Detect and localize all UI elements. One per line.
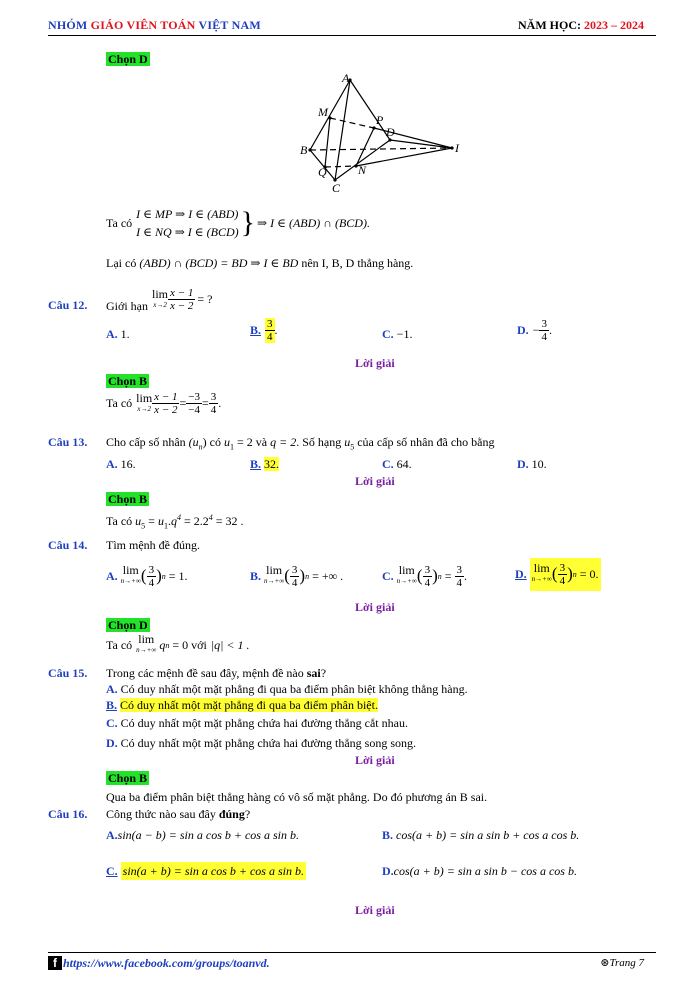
- q14-sol-lim-sub: n→+∞: [136, 646, 157, 654]
- q15-opt-d-text: Có duy nhất một mặt phẳng chứa hai đường thẳng song song.: [120, 736, 416, 750]
- q14-opt-a-num: 3: [148, 563, 155, 576]
- q15-opt-b-letter: B.: [106, 698, 118, 712]
- q15-opt-a-letter: A.: [106, 682, 118, 696]
- label-I: I: [455, 141, 459, 155]
- q14-opt-b-num: 3: [291, 563, 298, 576]
- q12-sol-num2: −3: [188, 391, 200, 403]
- q13-option-c[interactable]: [382, 457, 412, 472]
- q12-sol-num3: 3: [210, 391, 217, 403]
- q15-opt-b-text: Có duy nhất một mặt phẳng đi qua ba điểm phân biệt.: [120, 698, 378, 712]
- brace: }: [240, 206, 256, 239]
- q13-option-d[interactable]: [517, 457, 547, 472]
- q14-opt-c-den: 4: [424, 576, 431, 589]
- q12-option-a[interactable]: [106, 327, 130, 342]
- q14-opt-d-lim-sub: n→+∞: [531, 575, 552, 583]
- q13-opt-a-text: 16.: [120, 457, 136, 471]
- q12-text: Giới hạn: [106, 299, 149, 313]
- prev-line1-prefix: Ta có: [106, 215, 133, 230]
- header-rule: [48, 35, 656, 36]
- q14-sol-end: |q| < 1 .: [210, 637, 250, 652]
- q12-sol-num1: x − 1: [154, 391, 178, 403]
- q12-opt-b-den: 4: [267, 331, 273, 343]
- q15-opt-a-text: Có duy nhất một mặt phẳng đi qua ba điểm phân biệt không thẳng hàng.: [120, 682, 468, 696]
- q14-opt-c-num: 3: [424, 563, 431, 576]
- q14-opt-c-rhs-den: 4: [456, 576, 463, 589]
- prev-line1: [106, 205, 370, 241]
- pyramid-figure: [300, 70, 470, 195]
- q12-opt-d-frac: [539, 318, 549, 343]
- q16-text-a: Công thức nào sau đây: [106, 807, 219, 821]
- q13-q: q = 2: [270, 435, 297, 449]
- dashed-BI: [310, 148, 452, 150]
- label-D: D: [386, 125, 395, 139]
- prev-line2-b: nên I, B, D thẳng hàng.: [301, 256, 414, 270]
- q12-opt-a-text: 1.: [120, 327, 130, 341]
- q13-chon: [106, 492, 149, 507]
- header-left-3: VIỆT NAM: [198, 18, 261, 32]
- label-C: C: [332, 181, 341, 195]
- q13-opt-b-text: 32.: [264, 457, 280, 471]
- q12-label: Câu 12.: [48, 298, 88, 312]
- q15-text-c: ?: [320, 666, 327, 680]
- q12-opt-c-text: −1.: [396, 327, 413, 341]
- q13-u1: u: [223, 435, 230, 449]
- q14-opt-d-highlight: lim n→+∞ ( $\frac{3}{4}$ ) n = 0.: [530, 558, 601, 591]
- q16-label: Câu 16.: [48, 807, 88, 821]
- q12-opt-b-frac: [265, 318, 275, 343]
- q12-option-b[interactable]: B. $\frac{3}{4}$ .: [250, 318, 278, 343]
- prev-chon-label: Chọn D: [108, 52, 148, 66]
- prev-line2-a: Lại có: [106, 256, 137, 270]
- q12-solution: Ta có lim x→2 $\frac{x - 1}{x - 2}$ = $\frac{-3}{-4}$ = $\frac{3}{4}$ .: [106, 390, 222, 416]
- dashed-QN: [325, 166, 356, 167]
- q14-opt-c-rhs-num: 3: [456, 563, 463, 576]
- q12-option-c[interactable]: [382, 327, 412, 342]
- q13-text-3: và: [255, 435, 268, 449]
- footer-page-text: Trang 7: [609, 957, 644, 969]
- q14-sol-prefix: Ta có: [106, 637, 133, 652]
- q12-opt-d-sign: −: [532, 323, 540, 337]
- q14-sol-mid: = 0 với: [172, 637, 207, 652]
- q14-opt-c-eq: =: [444, 568, 452, 583]
- q15-option-a[interactable]: [106, 682, 468, 697]
- q12-sol-den1: x − 2: [154, 404, 178, 416]
- q14-opt-d-den: 4: [559, 574, 566, 587]
- q13-solution-title: Lời giải: [355, 474, 395, 488]
- q15-opt-c-letter: C.: [106, 716, 118, 730]
- q14-opt-d-text: = 0.: [579, 566, 599, 581]
- q14-option-c[interactable]: C. lim n→+∞ ( $\frac{3}{4}$ ) n = $\frac{3}{4}$ .: [382, 563, 468, 589]
- q16-option-a[interactable]: [106, 828, 299, 843]
- q13-opt-b-letter: B.: [250, 457, 262, 471]
- q16-option-c[interactable]: [106, 864, 306, 879]
- q12-opt-d-num: 3: [541, 318, 547, 330]
- q15-option-c[interactable]: [106, 716, 408, 731]
- prev-system: [136, 205, 238, 241]
- q13-seq-sub: n: [198, 442, 203, 452]
- q13-opt-a-letter: A.: [106, 457, 118, 471]
- label-N: N: [358, 163, 367, 177]
- q14-opt-d-letter: D.: [515, 566, 527, 581]
- q12-sol-den3: 4: [210, 404, 217, 416]
- q12-opt-b-num: 3: [267, 318, 273, 330]
- q14-opt-b-letter: B.: [250, 568, 262, 583]
- q15-stem: [106, 666, 326, 681]
- q14-option-b[interactable]: B. lim n→+∞ ( $\frac{3}{4}$ ) n = +∞ .: [250, 563, 344, 589]
- q14-text: Tìm mệnh đề đúng.: [106, 538, 200, 552]
- q13-u5: u: [344, 435, 351, 449]
- prev-line1-conclusion: ⇒ I ∈ (ABD) ∩ (BCD).: [257, 215, 370, 230]
- q16-opt-a-text: sin(a − b) = sin a cos b + cos a sin b.: [117, 828, 299, 842]
- q16-opt-b-letter: B.: [382, 828, 394, 842]
- q13-sol-end: = 32 .: [215, 514, 244, 528]
- q16-opt-c-letter: C.: [106, 864, 118, 878]
- q13-stem: Cho cấp số nhân $(u_n)$ có $u_1 = 2$ và q = 2. Số hạng $u_5$ của cấp số nhân đã cho bằng: [106, 435, 495, 452]
- footer-rule: [48, 952, 656, 953]
- q13-text-1: Cho cấp số nhân: [106, 435, 186, 449]
- header-right-2: 2023 – 2024: [584, 18, 644, 32]
- q13-text-2: ) có: [202, 435, 221, 449]
- header-left-1: NHÓM: [48, 18, 91, 32]
- q14-chon-label: Chọn D: [108, 618, 148, 632]
- q16-opt-b-text: cos(a + b) = sin a sin b + cos a cos b.: [396, 828, 580, 842]
- edge-AC: [335, 80, 350, 180]
- segment-PN: [356, 128, 374, 166]
- q14-chon: [106, 618, 150, 633]
- footer-page: [600, 956, 644, 969]
- q16-option-b[interactable]: [382, 828, 579, 843]
- q12-sol-frac3: [209, 391, 219, 416]
- q13-opt-d-letter: D.: [517, 457, 529, 471]
- q15-chon-label: Chọn B: [108, 771, 148, 785]
- q12-sol-frac2: [186, 391, 202, 416]
- q16-stem: [106, 807, 250, 822]
- header-left-2: GIÁO VIÊN TOÁN: [90, 18, 199, 32]
- q15-opt-d-letter: D.: [106, 736, 118, 750]
- q13-option-a[interactable]: [106, 457, 136, 472]
- q13-opt-c-text: 64.: [396, 457, 412, 471]
- q14-opt-a-lim-sub: n→+∞: [120, 577, 141, 585]
- q16-opt-c-text: sin(a + b) = sin a cos b + cos a sin b.: [122, 864, 304, 878]
- q16-opt-d-text: cos(a + b) = sin a sin b − cos a cos b.: [393, 864, 577, 878]
- q14-opt-d-exp: n: [572, 569, 577, 579]
- edge-AB: [310, 80, 350, 150]
- q14-opt-a-exp: n: [161, 571, 166, 581]
- label-Q: Q: [318, 165, 327, 179]
- q12-num: x − 1: [170, 287, 194, 299]
- q14-option-a[interactable]: A. lim n→+∞ ( $\frac{3}{4}$ ) n = 1.: [106, 563, 188, 589]
- q14-opt-c-lim-sub: n→+∞: [396, 577, 417, 585]
- q14-solution-title: Lời giải: [355, 600, 395, 614]
- label-M: M: [318, 105, 328, 119]
- q12-tail: = ?: [197, 292, 213, 306]
- q14-option-d[interactable]: [515, 552, 601, 596]
- q13-chon-label: Chọn B: [108, 492, 148, 506]
- q12-sol-prefix: Ta có: [106, 396, 133, 410]
- q12-sol-lim-sub: x→2: [137, 404, 151, 413]
- q14-opt-b-den: 4: [291, 576, 298, 589]
- dashed-MP: [330, 118, 374, 128]
- segment-NI: [356, 148, 452, 166]
- header-group-name: [48, 18, 261, 33]
- q16-text-b: đúng: [218, 807, 245, 821]
- q13-opt-d-text: 10.: [531, 457, 547, 471]
- q13-label: Câu 13.: [48, 435, 88, 449]
- q12-chon-label: Chọn B: [108, 374, 148, 388]
- page-icon: ⊛: [600, 957, 610, 969]
- q15-solution: Qua ba điểm phân biệt thẳng hàng có vô số mặt phẳng. Do đó phương án B sai.: [106, 790, 488, 804]
- q13-opt-c-letter: C.: [382, 457, 394, 471]
- q12-opt-b-letter: B.: [250, 323, 262, 337]
- q12-opt-c-letter: C.: [382, 327, 394, 341]
- q13-u1-val: = 2: [236, 435, 253, 449]
- prev-line1a: I ∈ MP ⇒ I ∈ (ABD): [136, 207, 239, 221]
- q12-option-d[interactable]: D. − $\frac{3}{4}$ .: [517, 318, 552, 343]
- q15-opt-c-text: Có duy nhất một mặt phẳng chứa hai đường thẳng cắt nhau.: [120, 716, 408, 730]
- segment-MQ: [325, 118, 330, 167]
- q15-text-b: sai: [306, 666, 321, 680]
- q15-label: Câu 15.: [48, 666, 88, 680]
- label-A: A: [342, 71, 350, 85]
- q14-label: Câu 14.: [48, 538, 88, 552]
- q15-text-a: Trong các mệnh đề sau đây, mệnh đề nào: [106, 666, 307, 680]
- q14-solution: Ta có lim n→+∞ q n = 0 với |q| < 1 .: [106, 632, 250, 654]
- q12-sol-den2: −4: [188, 404, 200, 416]
- q13-option-b[interactable]: [250, 457, 279, 472]
- label-B: B: [300, 143, 308, 157]
- q13-text-4: . Số hạng: [296, 435, 342, 449]
- prev-line2: [106, 256, 413, 271]
- q14-opt-a-den: 4: [148, 576, 155, 589]
- q12-solution-title: Lời giải: [355, 356, 395, 370]
- q12-den: x − 2: [170, 300, 194, 312]
- q14-opt-c-exp: n: [437, 571, 442, 581]
- q14-opt-d-num: 3: [559, 561, 566, 574]
- q14-sol-exp: n: [165, 640, 170, 650]
- q12-lim: lim x→2: [152, 286, 169, 309]
- q13-sol-prefix: Ta có: [106, 514, 133, 528]
- q12-sol-frac1: [152, 391, 179, 416]
- q13-text-5: của cấp số nhân đã cho bằng: [357, 435, 495, 449]
- q16-solution-title: Lời giải: [355, 903, 395, 917]
- q12-lim-sub: x→2: [153, 300, 167, 309]
- q12-chon: [106, 374, 149, 389]
- q15-solution-title: Lời giải: [355, 753, 395, 767]
- label-P: P: [376, 113, 384, 127]
- q13-sol-math: = 2.2: [183, 514, 209, 528]
- q14-opt-a-text: = 1.: [168, 568, 188, 583]
- q14-sol-q: q: [159, 637, 166, 652]
- q12-frac: [168, 287, 195, 312]
- q12-opt-d-letter: D.: [517, 323, 529, 337]
- prev-line1b: I ∈ NQ ⇒ I ∈ (BCD): [136, 225, 239, 239]
- header-school-year: [518, 18, 644, 33]
- q12-stem: [106, 285, 212, 314]
- q15-option-b[interactable]: [106, 698, 378, 713]
- prev-chon: [106, 52, 150, 67]
- prev-line2-math: (ABD) ∩ (BCD) = BD ⇒ I ∈ BD: [139, 256, 299, 270]
- header-right-1: NĂM HỌC:: [518, 18, 584, 32]
- segment-DI: [390, 140, 452, 148]
- q12-opt-d-den: 4: [541, 331, 547, 343]
- q16-opt-d-letter: D.: [382, 864, 394, 878]
- q12-opt-a-letter: A.: [106, 327, 118, 341]
- q14-opt-a-letter: A.: [106, 568, 118, 583]
- q16-opt-a-letter: A.: [106, 828, 118, 842]
- q16-text-c: ?: [244, 807, 251, 821]
- q14-opt-b-text: = +∞ .: [312, 568, 344, 583]
- q14-opt-b-exp: n: [305, 571, 310, 581]
- q13-solution: Ta có $u_5 = u_1.q^4 = 2.2^4 = 32$ .: [106, 513, 244, 531]
- q15-chon: [106, 771, 149, 786]
- q13-seq: (u: [188, 435, 199, 449]
- footer-link[interactable]: https://www.facebook.com/groups/toanvd.: [63, 956, 270, 970]
- facebook-icon: f: [48, 956, 62, 970]
- q15-option-d[interactable]: [106, 736, 416, 751]
- q14-opt-b-lim-sub: n→+∞: [264, 577, 285, 585]
- q14-opt-c-letter: C.: [382, 568, 394, 583]
- q12-sol-lim: lim x→2: [136, 390, 153, 413]
- q16-option-d[interactable]: [382, 864, 577, 879]
